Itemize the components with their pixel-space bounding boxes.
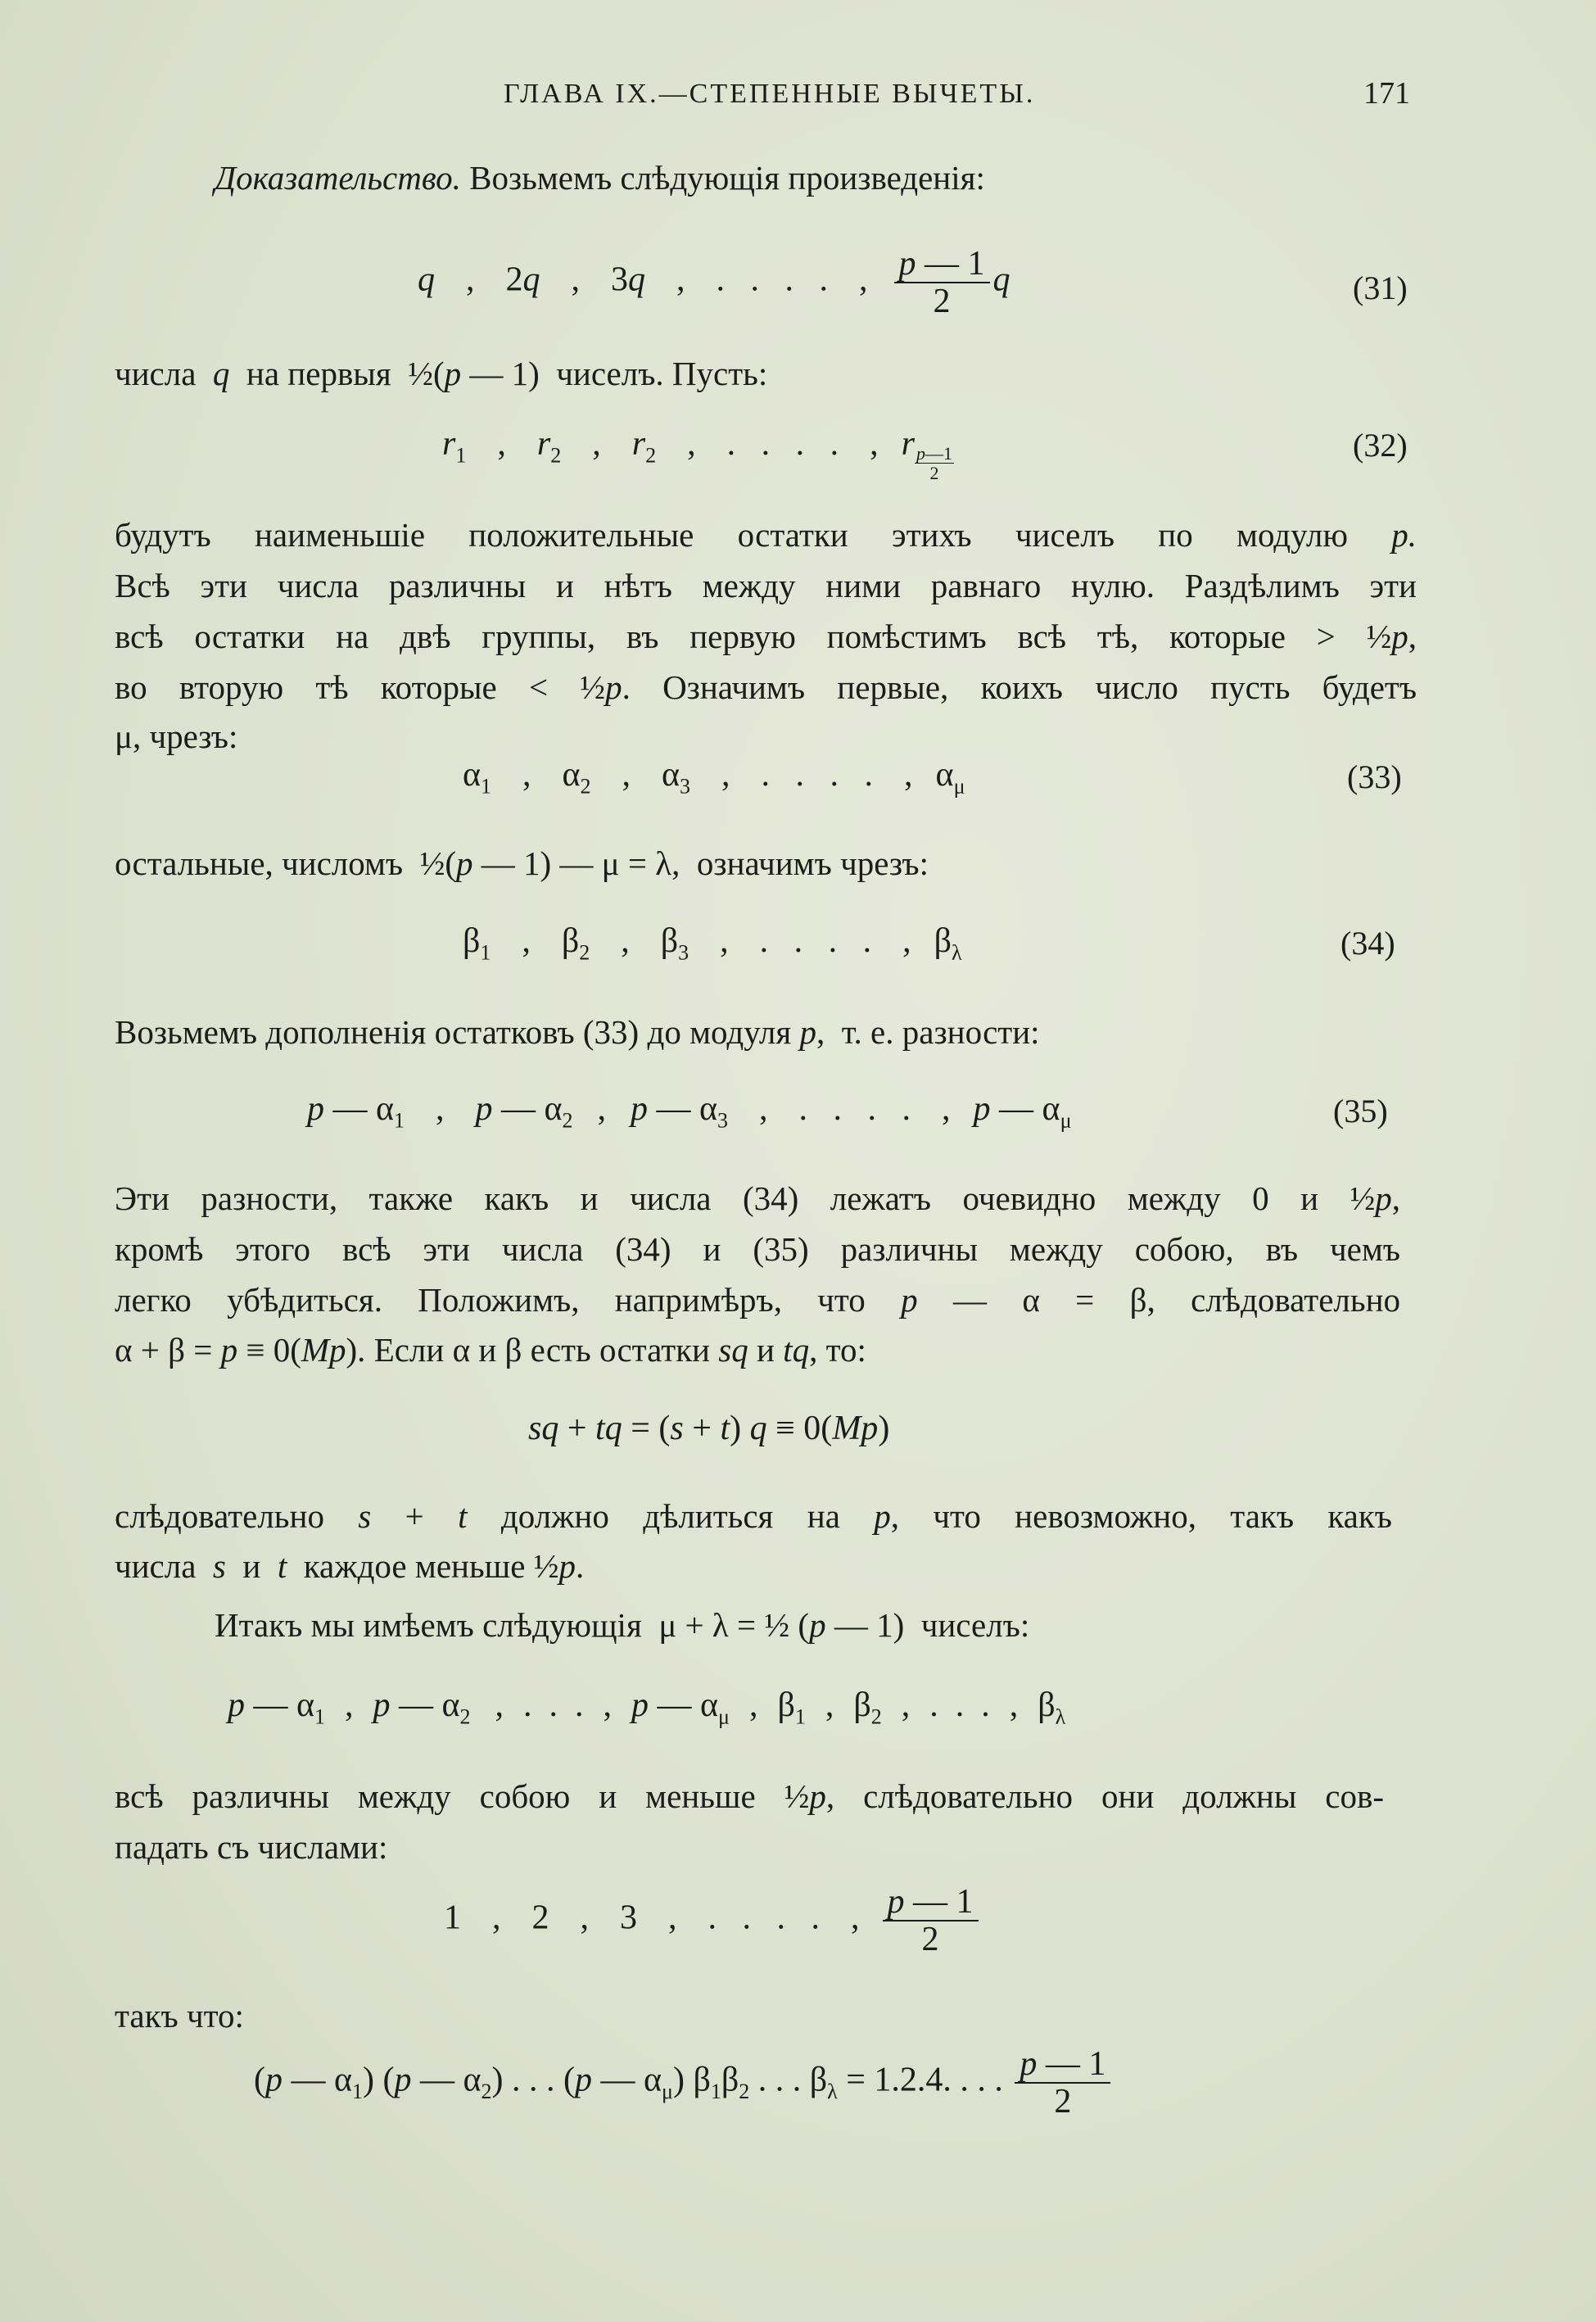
text-line: такъ что: <box>115 1997 244 2035</box>
equation-33: $\alpha_1$ , $\alpha_2$ , $\alpha_3$ , . . . . , $\alpha_\mu$ <box>463 756 965 799</box>
text-line: числа s и t каждое меньше ½p. <box>115 1547 585 1585</box>
text-line: Всѣ эти числа различны и нѣтъ между ними равнаго нулю. Раздѣлимъ эти <box>115 567 1417 604</box>
text-line: μ, чрезъ: <box>115 717 238 755</box>
page-number: 171 <box>1363 76 1410 111</box>
text-line: падать съ числами: <box>115 1828 388 1866</box>
text-line: Возьмемъ дополненія остатковъ (33) до модуля p, т. е. разности: <box>115 1013 1040 1051</box>
proof-label: Доказательство. <box>215 159 461 197</box>
equation-31: q , 2q , 3q , . . . . , $\frac{p — 1}{2}$ q <box>418 245 1010 321</box>
equation-sq-tq: sq + tq = (s + t) q ≡ 0(Mp) <box>528 1410 890 1447</box>
text-line: числа q на первыя ½(p — 1) чиселъ. Пусть: <box>115 355 768 392</box>
running-header: ГЛАВА IX.—СТЕПЕННЫЕ ВЫЧЕТЫ. <box>504 79 1036 109</box>
text-line: α + β = p ≡ 0(Mp). Если α и β есть остатки sq и tq, то: <box>115 1331 866 1369</box>
equation-number-31: (31) <box>1353 269 1408 306</box>
text-line: во вторую тѣ которые < ½p. Означимъ первые, коихъ число пусть будетъ <box>115 668 1417 706</box>
equation-number-35: (35) <box>1333 1093 1388 1129</box>
equation-sequence: 1 , 2 , 3 , . . . . , $\frac{p — 1}{2}$ <box>444 1884 982 1958</box>
equation-number-34: (34) <box>1341 925 1395 962</box>
equation-34: $\beta_1$ , $\beta_2$ , $\beta_3$ , . . . . , $\beta_\lambda$ <box>463 922 962 965</box>
text-line: слѣдовательно s + t должно дѣлиться на p, что невозможно, такъ какъ <box>115 1497 1392 1535</box>
equation-35: p — $\alpha_1$ , p — $\alpha_2$ , p — $\alpha_3$ , . . . . , p — $\alpha_\mu$ <box>307 1090 1072 1133</box>
intro-text: Возьмемъ слѣдующія произведенія: <box>469 159 985 197</box>
equation-list: p — $\alpha_1$ , p — $\alpha_2$ , . . . , p — $\alpha_\mu$ , $\beta_1$ , $\beta_2$ , . . . , $\beta_\lambda$ <box>228 1686 1066 1729</box>
text-line: всѣ различны между собою и меньше ½p, слѣдовательно они должны сов- <box>115 1777 1385 1815</box>
text-line: будутъ наименьшіе положительные остатки этихъ чиселъ по модулю p. <box>115 516 1417 554</box>
text-line: кромѣ этого всѣ эти числа (34) и (35) различны между собою, въ чемъ <box>115 1230 1400 1268</box>
equation-32: $r_1$ , $r_2$ , $r_2$ , . . . . , r $\frac{p—1}{2}$ <box>442 425 952 483</box>
equation-number-33: (33) <box>1347 758 1402 795</box>
text-line: остальные, числомъ ½(p — 1) — μ = λ, означимъ чрезъ: <box>115 844 929 882</box>
intro-line <box>215 152 985 203</box>
equation-product: (p — $\alpha_1$) (p — $\alpha_2$) . . . (p — $\alpha_\mu$) $\beta_1\beta_2$ . . . $\beta_\lambda = 1.2.4$. . . . $\frac{p — 1}{2}$ <box>254 2046 1114 2120</box>
equation-number-32: (32) <box>1353 427 1408 464</box>
text-line: Эти разности, также какъ и числа (34) лежатъ очевидно между 0 и ½p, <box>115 1179 1401 1217</box>
text-line: всѣ остатки на двѣ группы, въ первую помѣстимъ всѣ тѣ, которые > ½p, <box>115 618 1417 655</box>
text-line: легко убѣдиться. Положимъ, напримѣръ, что p — α = β, слѣдовательно <box>115 1281 1401 1319</box>
text-line: Итакъ мы имѣемъ слѣдующія μ + λ = ½ (p — 1) чиселъ: <box>215 1606 1030 1644</box>
